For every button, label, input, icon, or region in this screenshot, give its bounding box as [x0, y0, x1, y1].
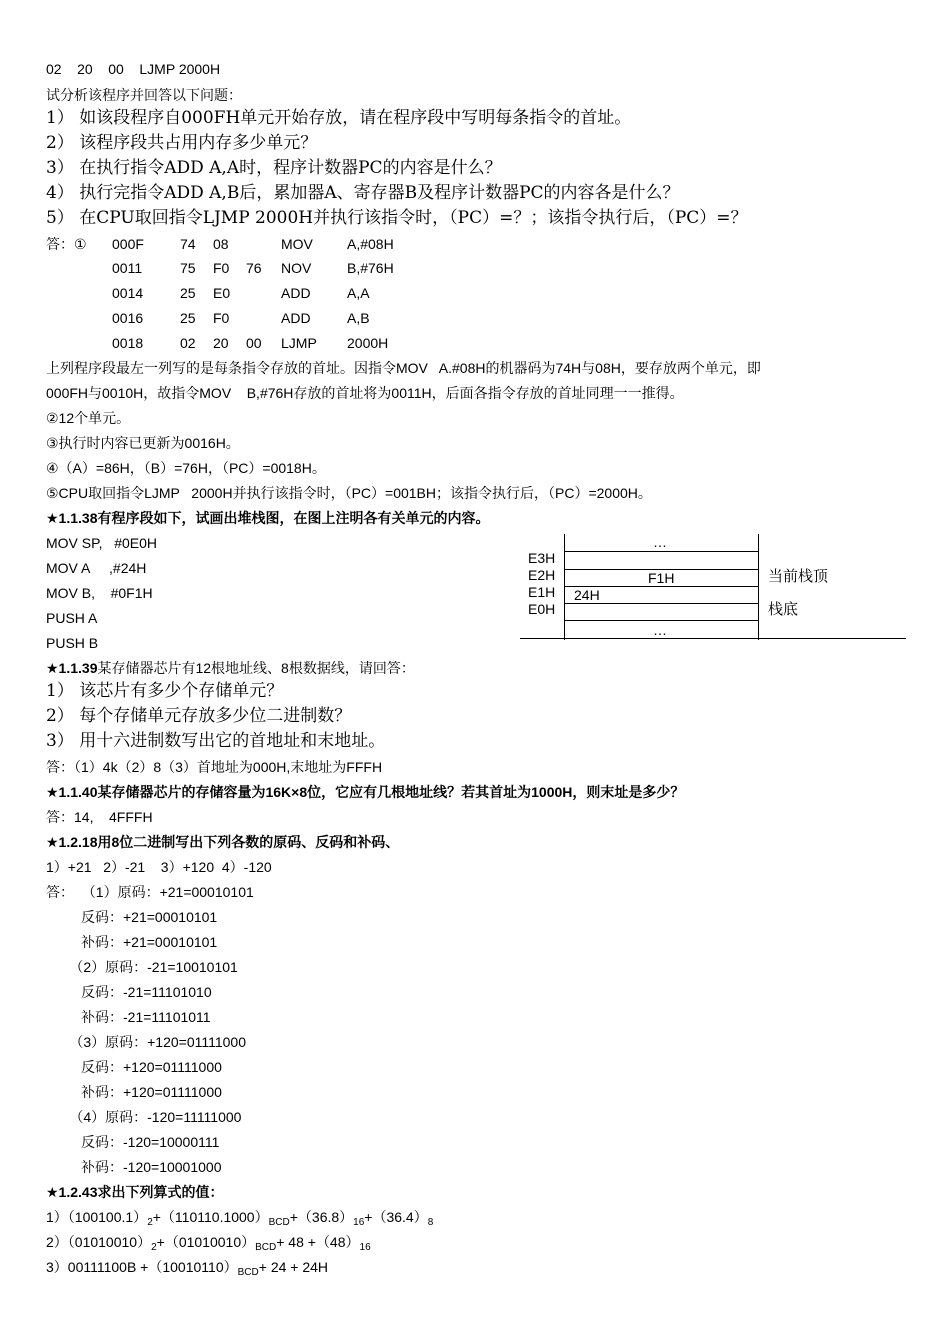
- expr-subscript: 16: [359, 1242, 371, 1253]
- code-line: PUSH B: [46, 635, 99, 651]
- code-address: 0014: [112, 285, 144, 301]
- expr-subscript: BCD: [237, 1267, 259, 1278]
- question: 2） 每个存储单元存放多少位二进制数？: [46, 706, 352, 726]
- answer-line: 答： （1）原码：+21=00010101: [46, 884, 254, 900]
- code-byte: F0: [213, 260, 230, 276]
- answer-line: 补码：+21=00010101: [46, 934, 218, 950]
- answer-line: 反码：+120=01111000: [46, 1059, 222, 1075]
- stack-line: [564, 603, 758, 604]
- problem-1-2-18-title: ★1.2.18用8位二进制写出下列各数的原码、反码和补码、: [46, 834, 400, 850]
- explanation-line: 000FH与0010H，故指令MOV B,#76H存放的首址将为0011H，后面各指令存放的首址同理一一推得。: [46, 385, 684, 401]
- intro-text: 试分析该程序并回答以下问题：: [46, 87, 242, 103]
- problem-text: 某存储器芯片有12根地址线、8根数据线，请回答：: [97, 660, 415, 676]
- stack-line: [564, 551, 758, 552]
- stack-cell-e1: 24H: [574, 587, 600, 603]
- expr-subscript: BCD: [255, 1242, 277, 1253]
- code-operand: 2000H: [347, 335, 389, 351]
- expr-part: +（36.8）: [289, 1209, 354, 1225]
- explanation-line: 上列程序段最左一列写的是每条指令存放的首址。因指令MOV A.#08H的机器码为74H与08H，要存放两个单元，即: [46, 360, 761, 376]
- code-mnemonic: NOV: [281, 260, 312, 276]
- stack-bottom-ellipsis: …: [653, 622, 667, 638]
- answer-2: ②12个单元。: [46, 410, 131, 426]
- code-operand: A,A: [347, 285, 370, 301]
- question-2: 2） 该程序段共占用内存多少单元？: [46, 133, 318, 153]
- expr-part: 3）00111100B +（10010110）: [46, 1259, 238, 1275]
- expression-1: [46, 1208, 433, 1232]
- code-byte: 08: [213, 236, 229, 252]
- question-1: 1） 如该段程序自000FH单元开始存放，请在程序段中写明每条指令的首址。: [46, 108, 632, 128]
- problem-number: ★1.1.39: [46, 660, 98, 676]
- answer-line: 反码：+21=00010101: [46, 909, 218, 925]
- answer-3: ③执行时内容已更新为0016H。: [46, 435, 240, 451]
- expr-part: +（36.4）: [364, 1209, 428, 1225]
- code-byte: 20: [213, 335, 229, 351]
- code-operand: B,#76H: [347, 260, 394, 276]
- code-byte: E0: [213, 285, 231, 301]
- stack-address: E1H: [528, 584, 556, 600]
- expression-3: [46, 1258, 328, 1282]
- stack-diagram: [520, 532, 906, 642]
- expr-part: + 24 + 24H: [258, 1259, 329, 1275]
- code-mnemonic: ADD: [281, 310, 311, 326]
- question-3: 3） 在执行指令ADD A,A时，程序计数器PC的内容是什么？: [46, 158, 502, 178]
- code-mnemonic: ADD: [281, 285, 311, 301]
- question: 3） 用十六进制数写出它的首地址和末地址。: [46, 731, 386, 751]
- expr-part: + 48 +（48）: [276, 1234, 360, 1250]
- code-line: MOV SP, #0E0H: [46, 535, 158, 551]
- expr-part: 2）（01010010）: [46, 1234, 152, 1250]
- answer-4: ④（A）=86H，（B）=76H，（PC）=0018H。: [46, 460, 326, 476]
- code-byte: 00: [246, 335, 262, 351]
- code-line: PUSH A: [46, 610, 98, 626]
- code-mnemonic: LJMP: [281, 335, 317, 351]
- problem-items: 1）+21 2）-21 3）+120 4）-120: [46, 859, 272, 875]
- code-operand: A,#08H: [347, 236, 394, 252]
- problem-1-1-40-title: ★1.1.40某存储器芯片的存储容量为16K×8位，它应有几根地址线？若其首址为1000H，则末址是多少？: [46, 784, 685, 800]
- expr-subscript: 2: [151, 1242, 157, 1253]
- code-line: MOV B, #0F1H: [46, 585, 153, 601]
- expr-part: +（01010010）: [156, 1234, 256, 1250]
- code-address: 0018: [112, 335, 144, 351]
- question-5: 5） 在CPU取回指令LJMP 2000H并执行该指令时，（PC）=？；该指令执行后，（PC）=？: [46, 208, 748, 228]
- expression-2: [46, 1233, 371, 1257]
- answer-5: ⑤CPU取回指令LJMP 2000H并执行该指令时，（PC）=001BH；该指令执行后，（PC）=2000H。: [46, 485, 652, 501]
- stack-left-border: [564, 534, 565, 640]
- answer-line: 补码：-120=10001000: [46, 1159, 222, 1175]
- stack-line: [564, 620, 758, 621]
- stack-base-line: [520, 638, 906, 639]
- code-byte: 25: [180, 285, 196, 301]
- code-byte: 02: [180, 335, 196, 351]
- expr-part: 1）（100100.1）: [46, 1209, 148, 1225]
- answer-prefix: 答：①: [46, 236, 87, 252]
- stack-cell-e2: F1H: [648, 570, 675, 586]
- code-mnemonic: MOV: [281, 236, 313, 252]
- answer-line: 反码：-120=10000111: [46, 1134, 220, 1150]
- answer-line: （2）原码：-21=10010101: [46, 959, 238, 975]
- answer-line: （4）原码：-120=11111000: [46, 1109, 242, 1125]
- question-4: 4） 执行完指令ADD A,B后，累加器A、寄存器B及程序计数器PC的内容各是什么？: [46, 183, 680, 203]
- answer-line: 补码：+120=01111000: [46, 1084, 222, 1100]
- problem-1-1-38-title: ★1.1.38有程序段如下，试画出堆栈图，在图上注明各有关单元的内容。: [46, 510, 490, 526]
- problem-1-1-39-title: [46, 659, 415, 677]
- code-address: 0011: [112, 260, 143, 276]
- code-address: 0016: [112, 310, 144, 326]
- answer: 答：14, 4FFFH: [46, 809, 153, 825]
- stack-right-border: [758, 534, 759, 640]
- stack-address: E2H: [528, 567, 556, 583]
- stack-top-label: 当前栈顶: [768, 568, 829, 585]
- code-byte: 74: [180, 236, 196, 252]
- stack-top-ellipsis: …: [653, 534, 667, 550]
- stack-address: E0H: [528, 601, 556, 617]
- expr-subscript: 2: [147, 1217, 153, 1228]
- answer-line: 反码：-21=11101010: [46, 984, 212, 1000]
- code-operand: A,B: [347, 310, 370, 326]
- code-address: 000F: [112, 236, 144, 252]
- problem-1-2-43-title: ★1.2.43求出下列算式的值：: [46, 1184, 224, 1200]
- expr-part: +（110110.1000）: [152, 1209, 269, 1225]
- stack-address: E3H: [528, 550, 556, 566]
- code-byte: F0: [213, 310, 230, 326]
- code-line: MOV A ,#24H: [46, 560, 147, 576]
- expr-subscript: 16: [353, 1217, 365, 1228]
- expr-subscript: 8: [427, 1217, 434, 1228]
- code-continuation-line: 02 20 00 LJMP 2000H: [46, 61, 221, 77]
- code-byte: 76: [246, 260, 262, 276]
- stack-bottom-label: 栈底: [768, 601, 799, 618]
- question: 1） 该芯片有多少个存储单元？: [46, 681, 284, 701]
- answer: 答：（1）4k（2）8（3）首地址为000H,末地址为FFFH: [46, 759, 383, 775]
- code-byte: 25: [180, 310, 196, 326]
- answer-line: 补码：-21=11101011: [46, 1009, 211, 1025]
- expr-subscript: BCD: [268, 1217, 290, 1228]
- answer-line: （3）原码：+120=01111000: [46, 1034, 247, 1050]
- code-byte: 75: [180, 260, 196, 276]
